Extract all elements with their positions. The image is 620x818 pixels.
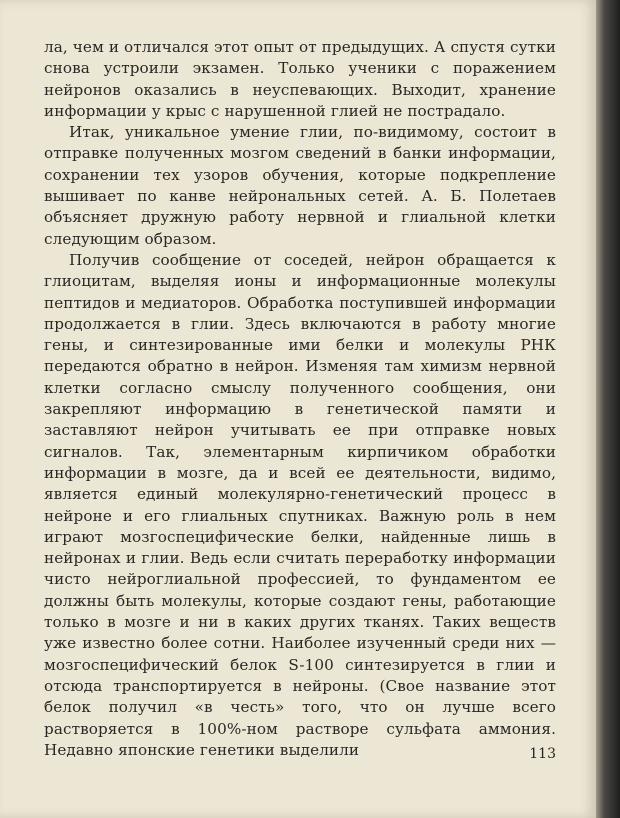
- paragraph-1: ла, чем и отличался этот опыт от предыдущих. А спустя сутки снова устроили экзамен. Только ученики с поражением нейронов оказались в неуспевающих. Выходит, хранение информации у крыс с нарушенной глией не пострадало.: [44, 38, 556, 120]
- page-text: [44, 37, 556, 761]
- paragraph-3: Получив сообщение от соседей, нейрон обращается к глиоцитам, выделяя ионы и информационные молекулы пептидов и медиаторов. Обработка поступившей информации продолжается в глии. Здесь включаются в работу многие гены, и синтезированные ими белки и молекулы РНК передаются обратно в нейрон. Изменяя там химизм нервной клетки согласно смыслу полученного сообщения, они закрепляют информацию в генетической памяти и заставляют нейрон учитывать ее при отправке новых сигналов. Так, элементарным кирпичиком обработки информации в мозге, да и всей ее деятельности, видимо, является единый молекулярно-генетический процесс в нейроне и его глиальных спутниках. Важную роль в нем играют мозгоспецифические белки, найденные лишь в нейронах и глии. Ведь если считать переработку информации чисто нейроглиальной профессией, то фундаментом ее должны быть молекулы, которые создают гены, работающие только в мозге и ни в каких других тканях. Таких веществ уже известно более сотни. Наиболее изученный среди них — мозгоспецифический белок S-100 синтезируется в глии и отсюда транспортируется в нейроны. (Свое название этот белок получил «в честь» того, что он лучше всего растворяется в 100%-ном растворе сульфата аммония. Недавно японские генетики выделили: [44, 250, 556, 759]
- page-number: 113: [529, 746, 556, 762]
- paragraph-2: Итак, уникальное умение глии, по-видимому, состоит в отправке полученных мозгом сведений в банки информации, сохранении тех узоров обучения, которые подкрепление вышивает по канве нейрональных сетей. А. Б. Полетаев объясняет дружную работу нервной и глиальной клетки следующим образом.: [44, 123, 556, 248]
- book-spine: [596, 0, 620, 818]
